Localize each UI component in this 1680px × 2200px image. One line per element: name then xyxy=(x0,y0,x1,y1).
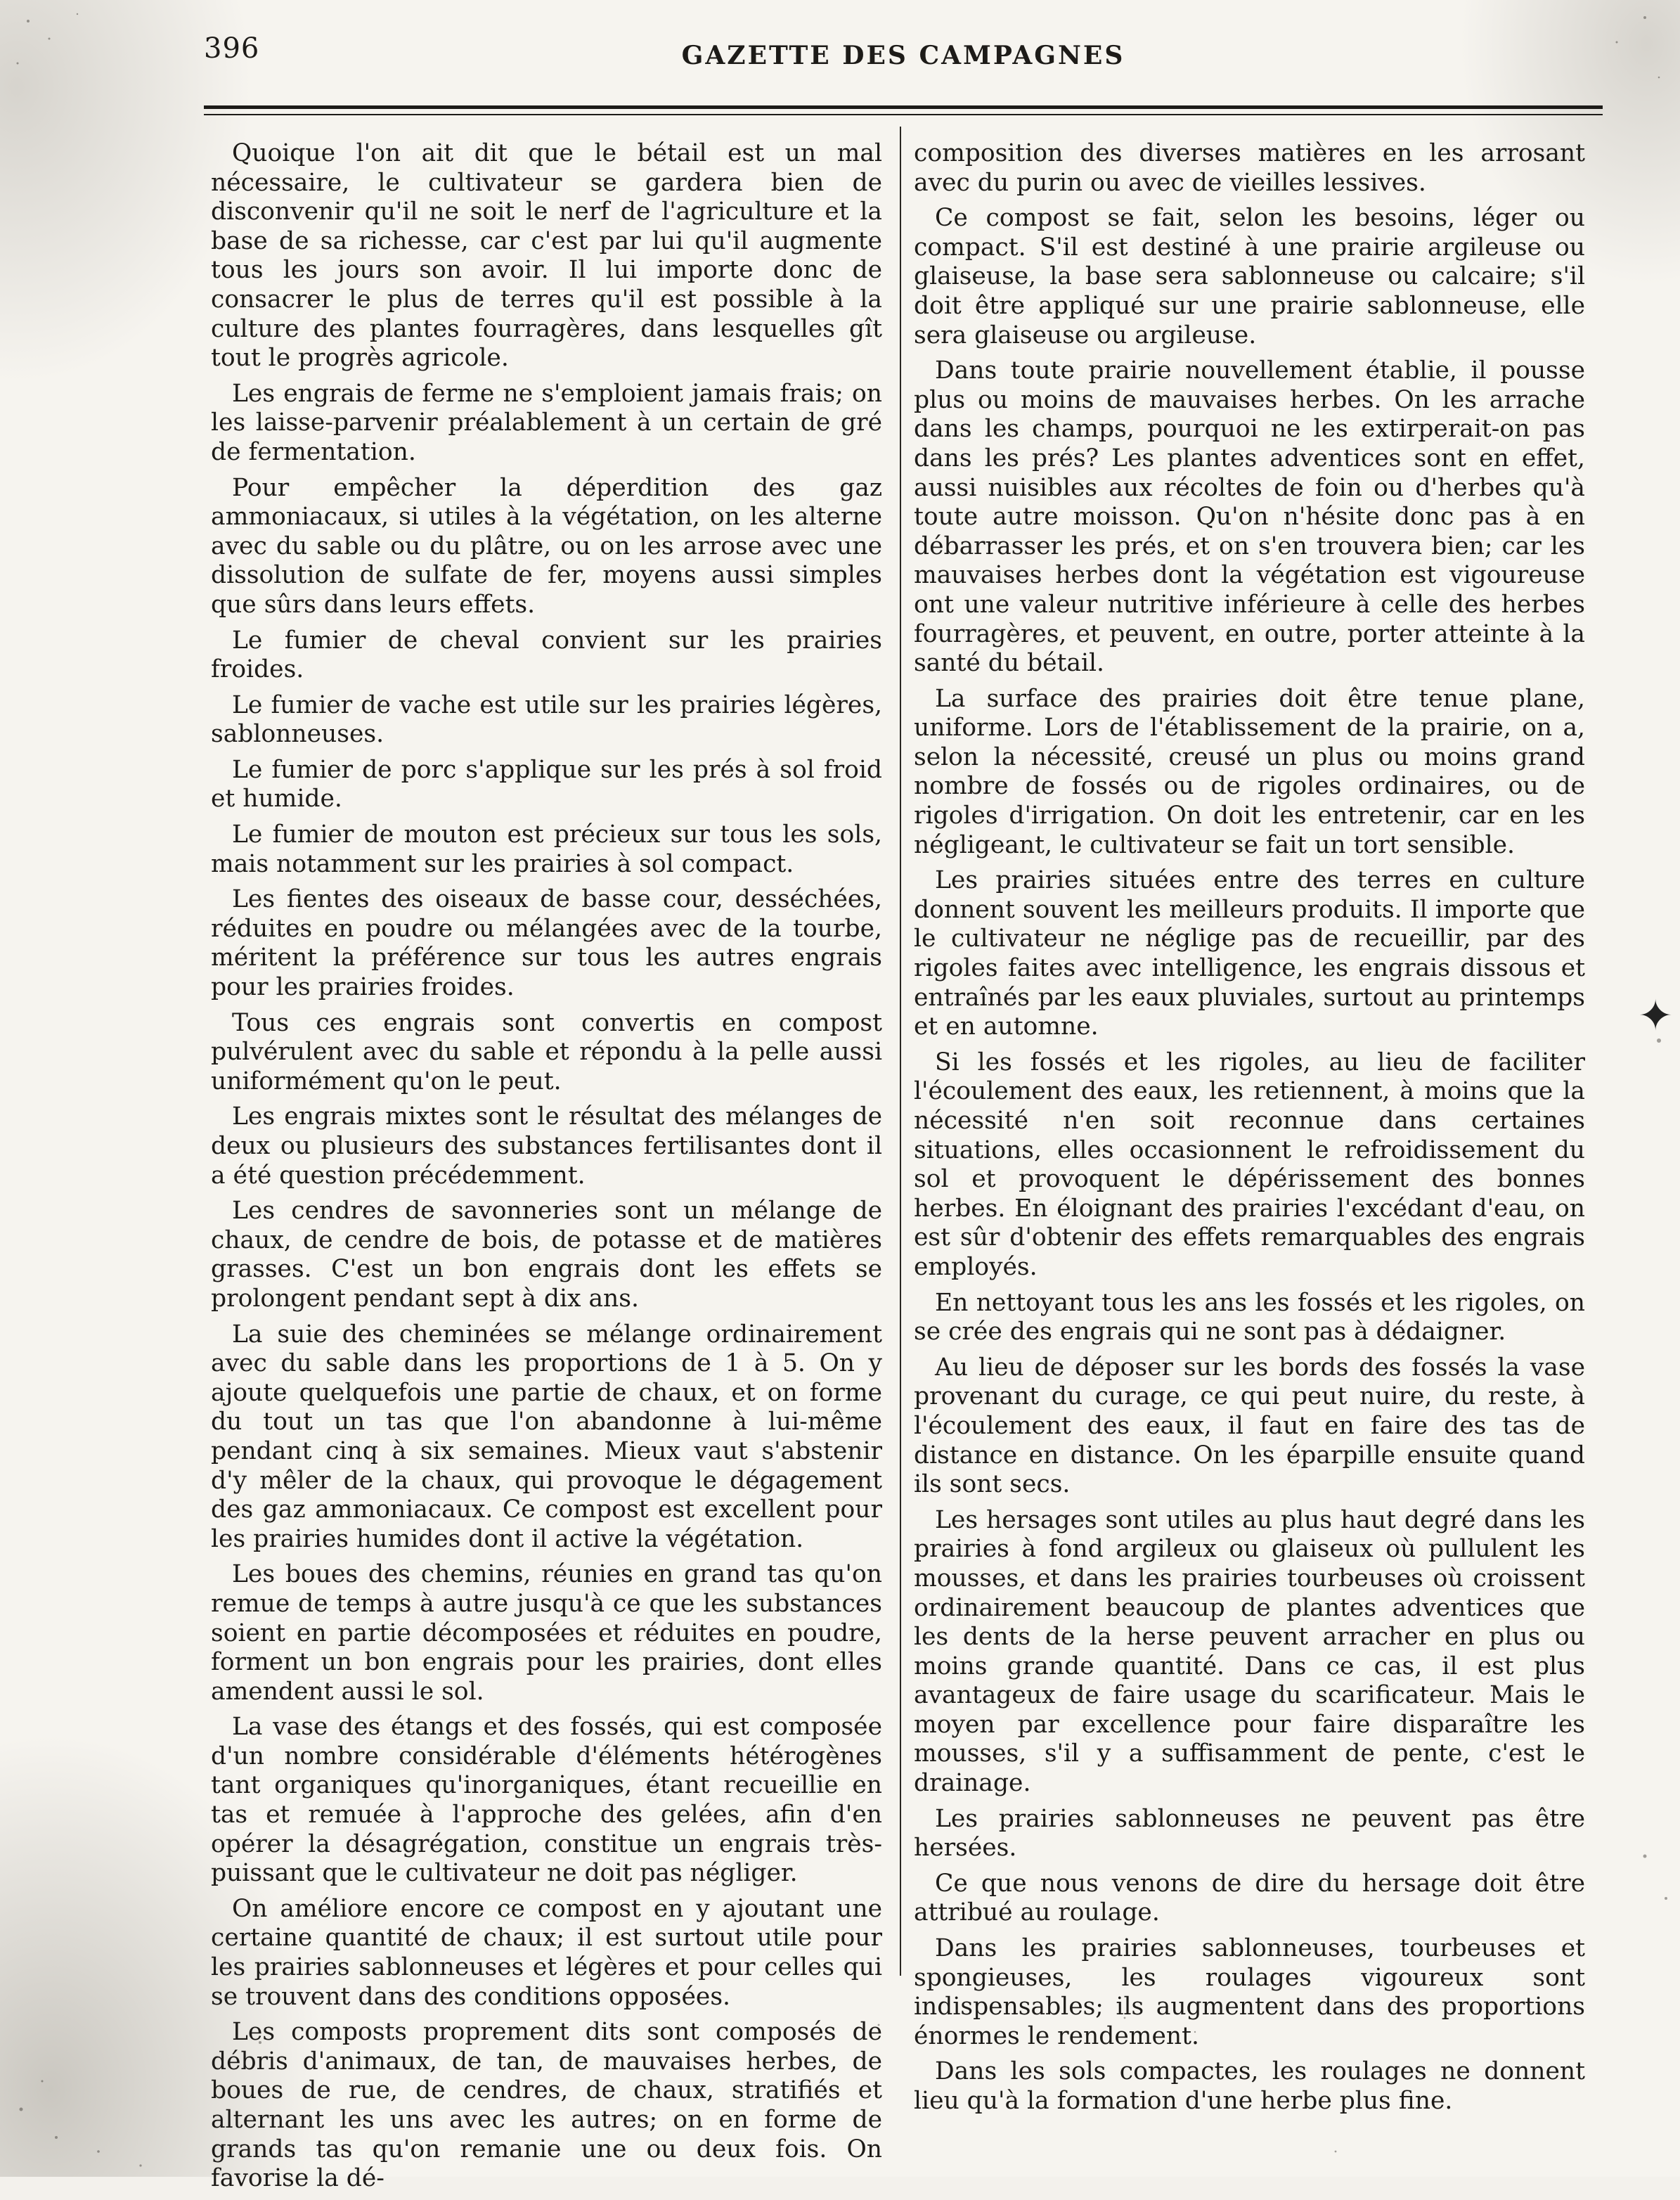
paragraph: Les prairies situées entre des terres en culture donnent souvent les meilleurs produits. Il importe que le cultivateur ne néglige pas de recueillir, par des rigoles faites avec intelligence, les engrais dissous et entraînés par les eaux pluviales, surtout au printemps et en automne. xyxy=(914,866,1585,1041)
paragraph: Les prairies sablonneuses ne peuvent pas être hersées. xyxy=(914,1804,1585,1863)
page-number: 396 xyxy=(204,32,260,65)
paragraph: Quoique l'on ait dit que le bétail est un mal nécessaire, le cultivateur se gardera bien de disconvenir qu'il ne soit le nerf de l'agriculture et la base de sa richesse, car c'est par lui qu'il augmente tous les jours son avoir. Il lui importe donc de consacrer le plus de terres qu'il est possible à la culture des plantes fourragères, dans lesquelles gît tout le progrès agricole. xyxy=(211,139,882,373)
right-column xyxy=(914,139,1585,2123)
paragraph: La suie des cheminées se mélange ordinairement avec du sable dans les proportions de 1 à 5. On y ajoute quelquefois une partie de chaux, et on forme du tout un tas que l'on abandonne à lui-même pendant cinq à six semaines. Mieux vaut s'abstenir d'y mêler de la chaux, qui provoque le dégagement des gaz ammoniacaux. Ce compost est excellent pour les prairies humides dont il active la végétation. xyxy=(211,1320,882,1553)
paragraph: Les boues des chemins, réunies en grand tas qu'on remue de temps à autre jusqu'à ce que les substances soient en partie décomposées et réduites en poudre, forment un bon engrais pour les prairies, dont elles amendent aussi le sol. xyxy=(211,1560,882,1706)
page-header xyxy=(204,28,1603,77)
paragraph: Si les fossés et les rigoles, au lieu de faciliter l'écoulement des eaux, les retiennent, à moins que la nécessité n'en soit reconnue dans certaines situations, elles occasionnent le refroidissement du sol et provoquent le dépérissement des bonnes herbes. En éloignant des prairies l'excédant d'eau, on est sûr d'obtenir des effets remarquables des engrais employés. xyxy=(914,1048,1585,1281)
paragraph: Le fumier de porc s'applique sur les prés à sol froid et humide. xyxy=(211,755,882,813)
paragraph: La surface des prairies doit être tenue plane, uniforme. Lors de l'établissement de la prairie, on a, selon la nécessité, creusé un plus ou moins grand nombre de fossés ou de rigoles ordinaires, ou de rigoles d'irrigation. On doit les entretenir, car en les négligeant, le cultivateur se fait un tort sensible. xyxy=(914,684,1585,859)
paragraph: En nettoyant tous les ans les fossés et les rigoles, on se crée des engrais qui ne sont pas à dédaigner. xyxy=(914,1288,1585,1346)
paragraph: Les cendres de savonneries sont un mélange de chaux, de cendre de bois, de potasse et de matières grasses. C'est un bon engrais dont les effets se prolongent pendant sept à dix ans. xyxy=(211,1197,882,1313)
running-title: GAZETTE DES CAMPAGNES xyxy=(681,41,1125,70)
paragraph: Ce que nous venons de dire du hersage doit être attribué au roulage. xyxy=(914,1869,1585,1927)
paragraph: On améliore encore ce compost en y ajoutant une certaine quantité de chaux; il est surtout utile pour les prairies sablonneuses et légères et pour celles qui se trouvent dans des conditions opposées. xyxy=(211,1894,882,2011)
paragraph: Les engrais de ferme ne s'emploient jamais frais; on les laisse-parvenir préalablement à un certain de gré de fermentation. xyxy=(211,379,882,466)
paragraph: Tous ces engrais sont convertis en compost pulvérulent avec du sable et répondu à la pelle aussi uniformément qu'on le peut. xyxy=(211,1008,882,1095)
paragraph: Le fumier de mouton est précieux sur tous les sols, mais notamment sur les prairies à sol compact. xyxy=(211,821,882,878)
header-rule-thin xyxy=(204,114,1603,115)
paragraph: Les engrais mixtes sont le résultat des mélanges de deux ou plusieurs des substances fertilisantes dont il a été question précédemment. xyxy=(211,1102,882,1190)
paragraph: Les fientes des oiseaux de basse cour, desséchées, réduites en poudre ou mélangées avec de la tourbe, méritent la préférence sur tous les autres engrais pour les prairies froides. xyxy=(211,885,882,1002)
margin-ink-mark: ✦ xyxy=(1638,991,1674,1041)
paragraph: La vase des étangs et des fossés, qui est composée d'un nombre considérable d'éléments hétérogènes tant organiques qu'inorganiques, étant recueillie en tas et remuée à l'approche des gelées, afin d'en opérer la désagrégation, constitue un engrais très-puissant que le cultivateur ne doit pas négliger. xyxy=(211,1713,882,1888)
paragraph: Dans toute prairie nouvellement établie, il pousse plus ou moins de mauvaises herbes. On les arrache dans les champs, pourquoi ne les extirperait-on pas dans les prés? Les plantes adventices sont en effet, aussi nuisibles aux récoltes de foin ou d'herbes qu'à toute autre moisson. Qu'on n'hésite donc pas à en débarrasser les prés, et on s'en trouvera bien; car les mauvaises herbes dont la végétation est vigoureuse ont une valeur nutritive inférieure à celle des herbes fourragères, et peuvent, en outre, porter atteinte à la santé du bétail. xyxy=(914,356,1585,678)
paragraph: Les hersages sont utiles au plus haut degré dans les prairies à fond argileux ou glaiseux où pullulent les mousses, et dans les prairies tourbeuses où croissent ordinairement beaucoup de plantes adventices que les dents de la herse peuvent arracher en plus ou moins grande quantité. Dans ce cas, il est plus avantageux de faire usage du scarificateur. Mais le moyen par excellence pour faire disparaître les mousses, s'il y a suffisamment de pente, c'est le drainage. xyxy=(914,1505,1585,1798)
header-rule-thick xyxy=(204,105,1603,109)
paragraph: Dans les sols compactes, les roulages ne donnent lieu qu'à la formation d'une herbe plus fine. xyxy=(914,2057,1585,2115)
column-divider xyxy=(900,127,901,1976)
left-column xyxy=(211,139,882,2200)
paragraph: Pour empêcher la déperdition des gaz ammoniacaux, si utiles à la végétation, on les alterne avec du sable ou du plâtre, ou on les arrose avec une dissolution de sulfate de fer, moyens aussi simples que sûrs dans leurs effets. xyxy=(211,473,882,619)
paragraph: Ce compost se fait, selon les besoins, léger ou compact. S'il est destiné à une prairie argileuse ou glaiseuse, la base sera sablonneuse ou calcaire; s'il doit être appliqué sur une prairie sablonneuse, elle sera glaiseuse ou argileuse. xyxy=(914,204,1585,349)
paragraph: Dans les prairies sablonneuses, tourbeuses et spongieuses, les roulages vigoureux sont indispensables; ils augmentent dans des proportions énormes le rendement. xyxy=(914,1934,1585,2050)
paragraph: Le fumier de cheval convient sur les prairies froides. xyxy=(211,626,882,684)
paragraph: Au lieu de déposer sur les bords des fossés la vase provenant du curage, ce qui peut nuire, du reste, à l'écoulement des eaux, il faut en faire des tas de distance en distance. On les éparpille ensuite quand ils sont secs. xyxy=(914,1353,1585,1499)
paragraph-continued: composition des diverses matières en les arrosant avec du purin ou avec de vieilles lessives. xyxy=(914,139,1585,197)
paragraph: Le fumier de vache est utile sur les prairies légères, sablonneuses. xyxy=(211,690,882,749)
paragraph: Les composts proprement dits sont composés de débris d'animaux, de tan, de mauvaises herbes, de boues de rue, de cendres, de chaux, stratifiés et alternant les uns avec les autres; on en forme de grands tas qu'on remanie une ou deux fois. On favorise la dé- xyxy=(211,2018,882,2193)
